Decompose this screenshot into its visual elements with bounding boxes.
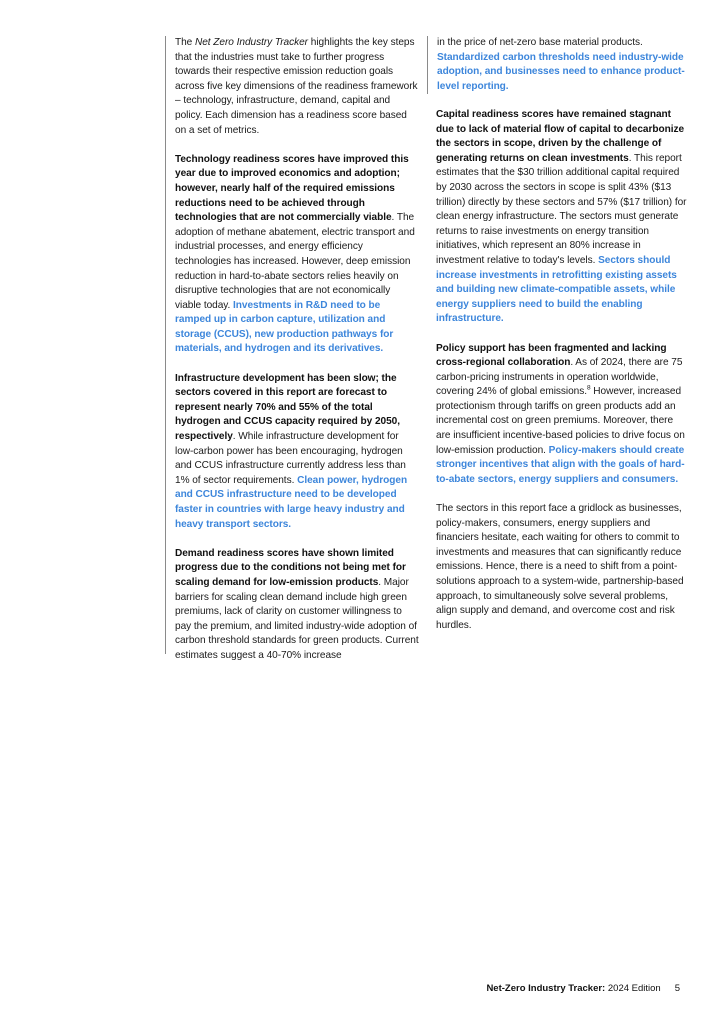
page-footer xyxy=(486,983,680,994)
footnote-marker: 8 xyxy=(586,384,591,392)
technology-body: . The adoption of methane abatement, electric transport and industrial processes, and energy efficiency technologies has increased. However, deep emission reduction in hard-to-abate sectors relies heavily on disruptive technologies that are not economically viable today. xyxy=(175,212,415,311)
closing-paragraph: The sectors in this report face a gridlock as businesses, policy-makers, consumers, energy suppliers and financiers hesitate, each waiting for others to commit to investments and measures that can significantly reduce emissions. Hence, there is a need to shift from a point-solutions approach to a system-wide, partnership-based approach, to simultaneously solve several problems, align supply and demand, and overcome cost and risk hurdles. xyxy=(436,503,684,631)
footer-title-edition: 2024 Edition xyxy=(605,983,661,994)
policy-lead: Policy support has been fragmented and lacking cross-regional collaboration xyxy=(436,342,667,369)
capital-paragraph xyxy=(436,108,689,327)
left-column xyxy=(165,36,419,661)
infrastructure-recommendation: Clean power, hydrogen and CCUS infrastructure need to be developed faster in countries with large heavy industry and heavy transport sectors. xyxy=(175,474,408,530)
technology-lead: Technology readiness scores have improved this year due to improved economics and adoption; however, nearly half of the required emissions reductions need to be achieved through technologies that are not commercially viable xyxy=(175,153,409,224)
footer-title-bold: Net-Zero Industry Tracker: xyxy=(486,983,606,994)
intro-paragraph xyxy=(175,36,419,138)
capital-body: . This report estimates that the $30 trillion additional capital required by 2030 across the sectors in scope is split 43% ($13 trillion) directly by these sectors and 57% ($17 trillion) for clean energy infrastructure. The sectors must generate returns to raise investments on energy transition initiatives, which represent an 80% increase in investment relative to today's levels. xyxy=(436,152,687,266)
intro-text-end: highlights the key steps that the industries must take to further progress towards their respective emission reduction goals across five key dimensions of the readiness framework – technology, infrastructure, demand, capital and policy. Each dimension has a readiness score based on a set of metrics. xyxy=(175,37,418,136)
right-column-top xyxy=(427,36,689,94)
policy-body: . As of 2024, there are 75 carbon-pricing instruments in operation worldwide, covering 24% of global emissions. xyxy=(436,357,683,398)
demand-lead: Demand readiness scores have shown limited progress due to the conditions not being met for scaling demand for low-emission products xyxy=(175,547,406,588)
page-number: 5 xyxy=(674,983,680,994)
policy-recommendation: Policy-makers should create stronger incentives that align with the goals of hard-to-abate sectors, energy suppliers and consumers. xyxy=(436,444,685,485)
tracker-name-italic: Net Zero Industry Tracker xyxy=(195,37,308,48)
intro-text-start: The xyxy=(175,37,195,48)
demand-body: . Major barriers for scaling clean demand include high green premiums, lack of clarity on customer willingness to pay the premium, and limited industry-wide adoption of carbon threshold standards for green products. Current estimates suggest a 40-70% increase xyxy=(175,576,419,661)
demand-paragraph xyxy=(175,547,419,664)
right-column xyxy=(427,108,689,648)
demand-continued-paragraph xyxy=(437,36,689,94)
capital-recommendation: Sectors should increase investments in retrofitting existing assets and building new climate-compatible assets, while energy suppliers need to build the enabling infrastructure. xyxy=(436,254,677,325)
infrastructure-paragraph xyxy=(175,372,419,533)
capital-lead: Capital readiness scores have remained stagnant due to lack of material flow of capital to decarbonize the sectors in scope, driven by the challenge of generating returns on clean investments xyxy=(436,109,685,164)
demand-recommendation: Standardized carbon thresholds need industry-wide adoption, and businesses need to enhance product-level reporting. xyxy=(437,51,685,92)
demand-continued-body: in the price of net-zero base material products. xyxy=(437,37,643,48)
technology-paragraph xyxy=(175,153,419,357)
policy-paragraph xyxy=(436,342,689,488)
infrastructure-body: . While infrastructure development for low-carbon power has been encouraging, hydrogen and CCUS infrastructure currently address less than 1% of sector requirements. xyxy=(175,431,406,486)
policy-body-continued: However, increased protectionism through tariffs on green products add an incremental cost on green premiums. Moreover, there are insufficient incentive-based policies to drive focus on low-emission production. xyxy=(436,386,685,456)
technology-recommendation: Investments in R&D need to be ramped up in carbon capture, utilization and storage (CCUS), new production pathways for materials, and hydrogen and its derivatives. xyxy=(175,299,394,355)
infrastructure-lead: Infrastructure development has been slow; the sectors covered in this report are forecast to represent nearly 70% and 55% of the total hydrogen and CCUS capacity required by 2050, respectively xyxy=(175,372,400,443)
